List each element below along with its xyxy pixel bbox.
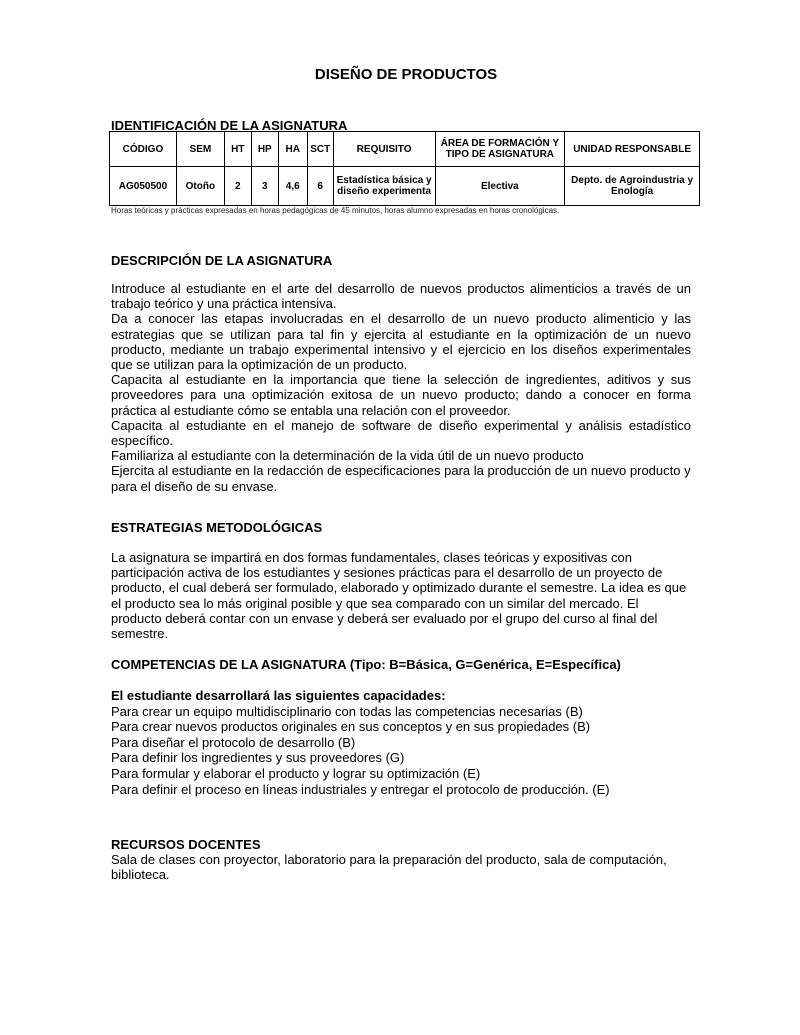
identification-table (109, 131, 700, 206)
strategies-paragraph: La asignatura se impartirá en dos formas fundamentales, clases teóricas y expositivas con participación activa de los estudiantes y sesiones prácticas para el desarrollo de un proyecto de producto, el cual deberá ser formulado, elaborado y optimizado durante el semestre. La idea es que el producto sea lo más original posible y que sea comparado con un similar del mercado. El producto deberá contar con un envase y deberá ser evaluado por el grupo del curso al final del semestre. (111, 550, 687, 642)
competencies-heading: COMPETENCIAS DE LA ASIGNATURA (Tipo: B=Básica, G=Genérica, E=Específica) (111, 657, 621, 672)
cell-sem: Otoño (176, 167, 224, 206)
header-codigo: CÓDIGO (110, 132, 177, 167)
competencies-intro: El estudiante desarrollará las siguientes capacidades: (111, 688, 446, 703)
list-item: Para formular y elaborar el producto y lograr su optimización (E) (111, 765, 481, 781)
description-paragraph: Da a conocer las etapas involucradas en el desarrollo de un nuevo producto alimenticio y las estrategias que se utilizan para tal fin y ejercita al estudiante en la optimización de un nuevo producto, mediante un trabajo experimental intensivo y el ejercicio en los diseños experimentales que se utilizan para la optimización de un producto. (111, 311, 691, 373)
strategies-heading: ESTRATEGIAS METODOLÓGICAS (111, 520, 323, 535)
header-area: ÁREA DE FORMACIÓN Y TIPO DE ASIGNATURA (435, 132, 565, 167)
hours-note: Horas teóricas y prácticas expresadas en horas pedagógicas de 45 minutos, horas alumno expresadas en horas cronológicas. (111, 206, 560, 215)
cell-requisito: Estadística básica y diseño experimenta (333, 167, 435, 206)
description-paragraph: Capacita al estudiante en la importancia que tiene la selección de ingredientes, aditivos y sus proveedores para una optimización exitosa de un nuevo producto; dando a conocer en forma práctica al estudiante cómo se entabla una relación con el proveedor. (111, 372, 691, 418)
resources-heading: RECURSOS DOCENTES (111, 837, 261, 852)
description-heading: DESCRIPCIÓN DE LA ASIGNATURA (111, 253, 333, 268)
header-unidad: UNIDAD RESPONSABLE (565, 132, 700, 167)
list-item: Para definir los ingredientes y sus proveedores (G) (111, 750, 405, 766)
cell-area: Electiva (435, 167, 565, 206)
identification-heading: IDENTIFICACIÓN DE LA ASIGNATURA (111, 118, 348, 133)
cell-ht: 2 (224, 167, 251, 206)
table-row (110, 167, 700, 206)
cell-hp: 3 (251, 167, 278, 206)
cell-codigo: AG050500 (110, 167, 177, 206)
header-ht: HT (224, 132, 251, 167)
header-sem: SEM (176, 132, 224, 167)
page-title: DISEÑO DE PRODUCTOS (314, 66, 498, 83)
description-paragraph: Ejercita al estudiante en la redacción de especificaciones para la producción de un nuevo producto y para el diseño de su envase. (111, 463, 691, 494)
table-header-row (110, 132, 700, 167)
header-hp: HP (251, 132, 278, 167)
header-sct: SCT (307, 132, 333, 167)
list-item: Para diseñar el protocolo de desarrollo (B) (111, 734, 356, 750)
cell-sct: 6 (307, 167, 333, 206)
resources-body (111, 852, 691, 882)
description-body (111, 281, 691, 494)
description-paragraph: Familiariza al estudiante con la determinación de la vida útil de un nuevo producto (111, 448, 584, 464)
resources-paragraph: Sala de clases con proyector, laboratorio para la preparación del producto, sala de computación, biblioteca. (111, 852, 667, 883)
description-paragraph: Capacita al estudiante en el manejo de software de diseño experimental y análisis estadístico específico. (111, 417, 691, 449)
strategies-body (111, 550, 691, 641)
header-requisito: REQUISITO (333, 132, 435, 167)
list-item: Para crear un equipo multidisciplinario con todas las competencias necesarias (B) (111, 703, 583, 719)
description-paragraph: Introduce al estudiante en el arte del desarrollo de nuevos productos alimenticios a través de un trabajo teórico y una práctica intensiva. (111, 281, 691, 312)
header-ha: HA (278, 132, 307, 167)
cell-ha: 4,6 (278, 167, 307, 206)
cell-unidad: Depto. de Agroindustria y Enología (565, 167, 700, 206)
list-item: Para definir el proceso en líneas industriales y entregar el protocolo de producción. (E) (111, 781, 610, 797)
list-item: Para crear nuevos productos originales en sus conceptos y en sus propiedades (B) (111, 719, 591, 735)
competencies-list (111, 688, 610, 797)
